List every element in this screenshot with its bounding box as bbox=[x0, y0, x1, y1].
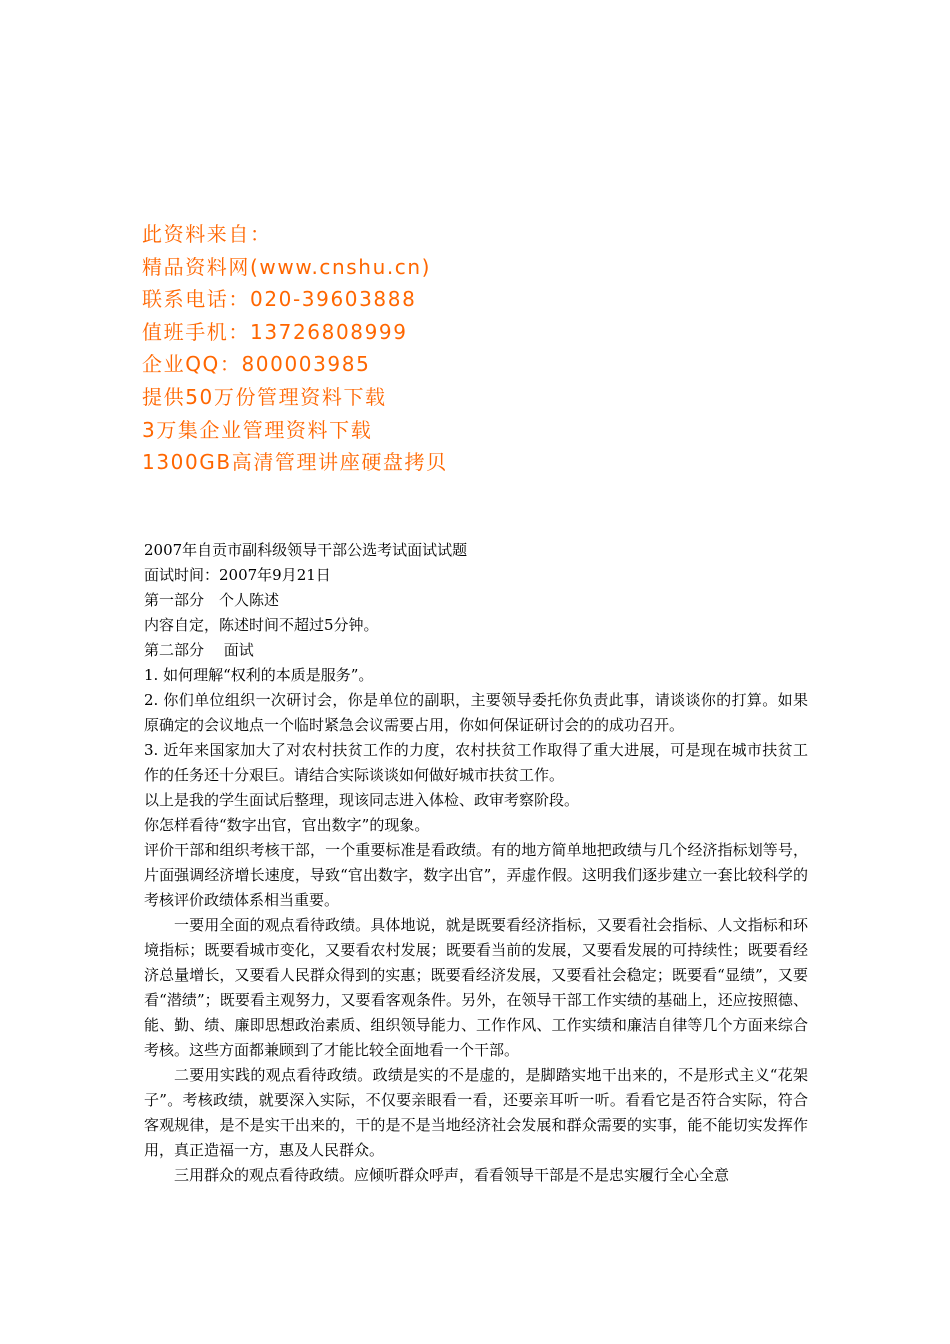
document-body bbox=[144, 538, 808, 1188]
essay-point-1: 一要用全面的观点看待政绩。具体地说，就是既要看经济指标，又要看社会指标、人文指标和环境指标；既要看城市变化，又要看农村发展；既要看当前的发展，又要看发展的可持续性；既要看经济总量增长，又要看人民群众得到的实惠；既要看经济发展，又要看社会稳定；既要看“显绩”，又要看“潜绩”；既要看主观努力，又要看客观条件。另外，在领导干部工作实绩的基础上，还应按照德、能、勤、绩、廉即思想政治素质、组织领导能力、工作作风、工作实绩和廉洁自律等几个方面来综合考核。这些方面都兼顾到了才能比较全面地看一个干部。 bbox=[144, 916, 808, 1059]
part1-heading: 第一部分 个人陈述 bbox=[144, 591, 280, 609]
essay-question: 你怎样看待“数字出官，官出数字”的现象。 bbox=[144, 816, 430, 834]
essay-point-2: 二要用实践的观点看待政绩。政绩是实的不是虚的，是脚踏实地干出来的，不是形式主义“花架子”。考核政绩，就要深入实际，不仅要亲眼看一看，还要亲耳听一听。看看它是否符合实际，符合客观规律，是不是实干出来的，干的是不是当地经济社会发展和群众需要的实事，能不能切实发挥作用，真正造福一方，惠及人民群众。 bbox=[144, 1066, 808, 1159]
promo-line-mobile: 值班手机：13726808999 bbox=[142, 319, 408, 344]
promo-line-website: 精品资料网(www.cnshu.cn) bbox=[142, 254, 432, 279]
question-3: 3. 近年来国家加大了对农村扶贫工作的力度，农村扶贫工作取得了重大进展，可是现在城市扶贫工作的任务还十分艰巨。请结合实际谈谈如何做好城市扶贫工作。 bbox=[144, 741, 808, 784]
promo-line-offer-1: 提供50万份管理资料下载 bbox=[142, 384, 387, 409]
interview-date: 面试时间：2007年9月21日 bbox=[144, 566, 331, 584]
part2-heading: 第二部分 面试 bbox=[144, 641, 254, 659]
question-1: 1. 如何理解“权利的本质是服务”。 bbox=[144, 666, 374, 684]
essay-intro: 评价干部和组织考核干部，一个重要标准是看政绩。有的地方简单地把政绩与几个经济指标划等号，片面强调经济增长速度，导致“官出数字，数字出官”，弄虚作假。这明我们逐步建立一套比较科学的考核评价政绩体系相当重要。 bbox=[144, 841, 808, 909]
promo-line-source: 此资料来自： bbox=[142, 222, 272, 246]
promo-line-offer-3: 1300GB高清管理讲座硬盘拷贝 bbox=[142, 450, 448, 475]
promo-line-offer-2: 3万集企业管理资料下载 bbox=[142, 417, 373, 442]
part1-note: 内容自定，陈述时间不超过5分钟。 bbox=[144, 616, 379, 634]
promo-line-qq: 企业QQ：800003985 bbox=[142, 352, 371, 377]
promo-line-phone: 联系电话：020-39603888 bbox=[142, 287, 417, 312]
question-2: 2. 你们单位组织一次研讨会，你是单位的副职，主要领导委托你负责此事，请谈谈你的打算。如果原确定的会议地点一个临时紧急会议需要占用，你如何保证研讨会的的成功召开。 bbox=[144, 691, 808, 734]
promo-block bbox=[142, 218, 822, 479]
student-note: 以上是我的学生面试后整理，现该同志进入体检、政审考察阶段。 bbox=[144, 791, 580, 809]
essay-point-3: 三用群众的观点看待政绩。应倾听群众呼声，看看领导干部是不是忠实履行全心全意 bbox=[174, 1166, 730, 1184]
document-title: 2007年自贡市副科级领导干部公选考试面试试题 bbox=[144, 541, 468, 559]
